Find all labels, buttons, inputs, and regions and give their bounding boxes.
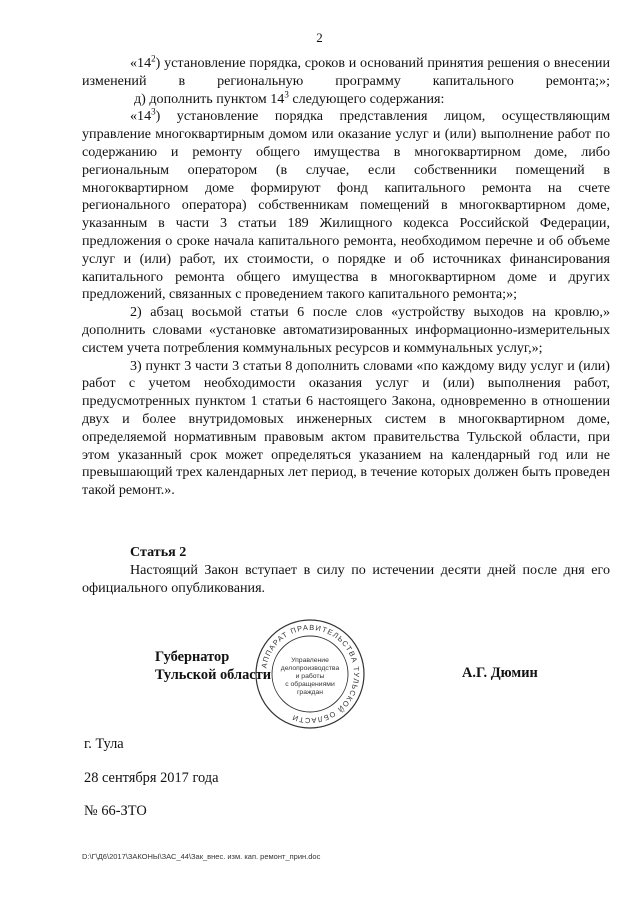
article-2-title: Статья 2 [130,544,187,560]
paragraph-14-2 [82,55,610,91]
seal-ring-text-path: АППАРАТ ПРАВИТЕЛЬСТВА ТУЛЬСКОЙ ОБЛАСТИ [259,622,362,726]
signatory-name: А.Г. Дюмин [462,665,538,681]
paragraph-14-2-text: ) установление порядка, сроков и оснований принятия решения о внесении изменений в региональную программу капитального ремонта;»; [82,55,610,89]
paragraph-d-prefix: д) дополнить пунктом 14 [134,90,285,107]
paragraph-14-3-prefix: «14 [130,108,152,125]
seal-text-line3: и работы [295,673,325,680]
paragraph-14-2-prefix: «14 [130,55,152,71]
article-2-text: Настоящий Закон вступает в силу по истечении десяти дней после дня его официального опубликования. [82,561,610,596]
paragraph-3: 3) пункт 3 части 3 статьи 8 дополнить словами «по каждому виду услуг и (или) работ с учетом необходимости оказания услуг и (или) выполнения работ, предусмотренных пунктом 1 статьи 6 настоящего Закона, одновременно в отношении двух и более внутридомовых инженерных систем в многоквартирном доме, определяемой нормативным правовым актом правительства Тульской области, при этом указанный срок может определяться указанием на календарный год или не превышающий трех календарных лет период, в течение которых должен быть проведен такой ремонт.». [82,357,610,499]
paragraph-d [82,88,610,109]
file-path: D:\Г\Д6\2017\ЗАКОНЫ\ЗАС_44\Зак_внес. изм. кап. ремонт_прин.doc [82,852,321,861]
paragraph-d-text: следующего содержания: [288,90,445,107]
law-text-body [82,55,610,500]
page-number: 2 [316,30,323,45]
city: г. Тула [84,736,124,752]
seal-text-line1: Управление [291,657,329,664]
paragraph-2: 2) абзац восьмой статьи 6 после слов «устройству выходов на кровлю,» дополнить словами «установке автоматизированных информационно-измерительных систем учета потребления коммунальных ресурсов и коммунальных услуг,»; [82,304,610,356]
official-seal [254,618,366,730]
seal-text-line4: с обращениями [285,681,335,688]
seal-text-line2: делопроизводства [280,665,340,672]
superscript-3b: 3 [151,106,156,117]
superscript-3: 3 [284,88,289,99]
seal-text-line5: граждан [296,689,324,696]
signature-title-line2: Тульской области [155,667,272,683]
signing-date: 28 сентября 2017 года [84,770,219,786]
paragraph-14-3-text: ) установление порядка представления лицом, осуществляющим управление многоквартирным домом или оказание услуг и (или) выполнение работ по содержанию и ремонту общего имущества в многоквартирном доме, либо региональным оператором (в случае, если собственники помещений в многоквартирном доме формируют фонд капитального ремонта на счете регионального оператора) собственникам помещений в многоквартирном доме, указанным в части 3 статьи 189 Жилищного кодекса Российской Федерации, предложения о сроке начала капитального ремонта, необходимом перечне и об объеме услуг и (или) работ, их стоимости, о порядке и об источниках финансирования капитального ремонта общего имущества в многоквартирном доме и других предложений, связанных с проведением такого капитального ремонта;»; [82,108,610,303]
law-number: № 66-ЗТО [84,803,147,819]
signature-title-line1: Губернатор [155,649,230,665]
article-2 [82,544,610,597]
paragraph-14-3 [82,108,610,304]
superscript-2: 2 [151,53,156,64]
